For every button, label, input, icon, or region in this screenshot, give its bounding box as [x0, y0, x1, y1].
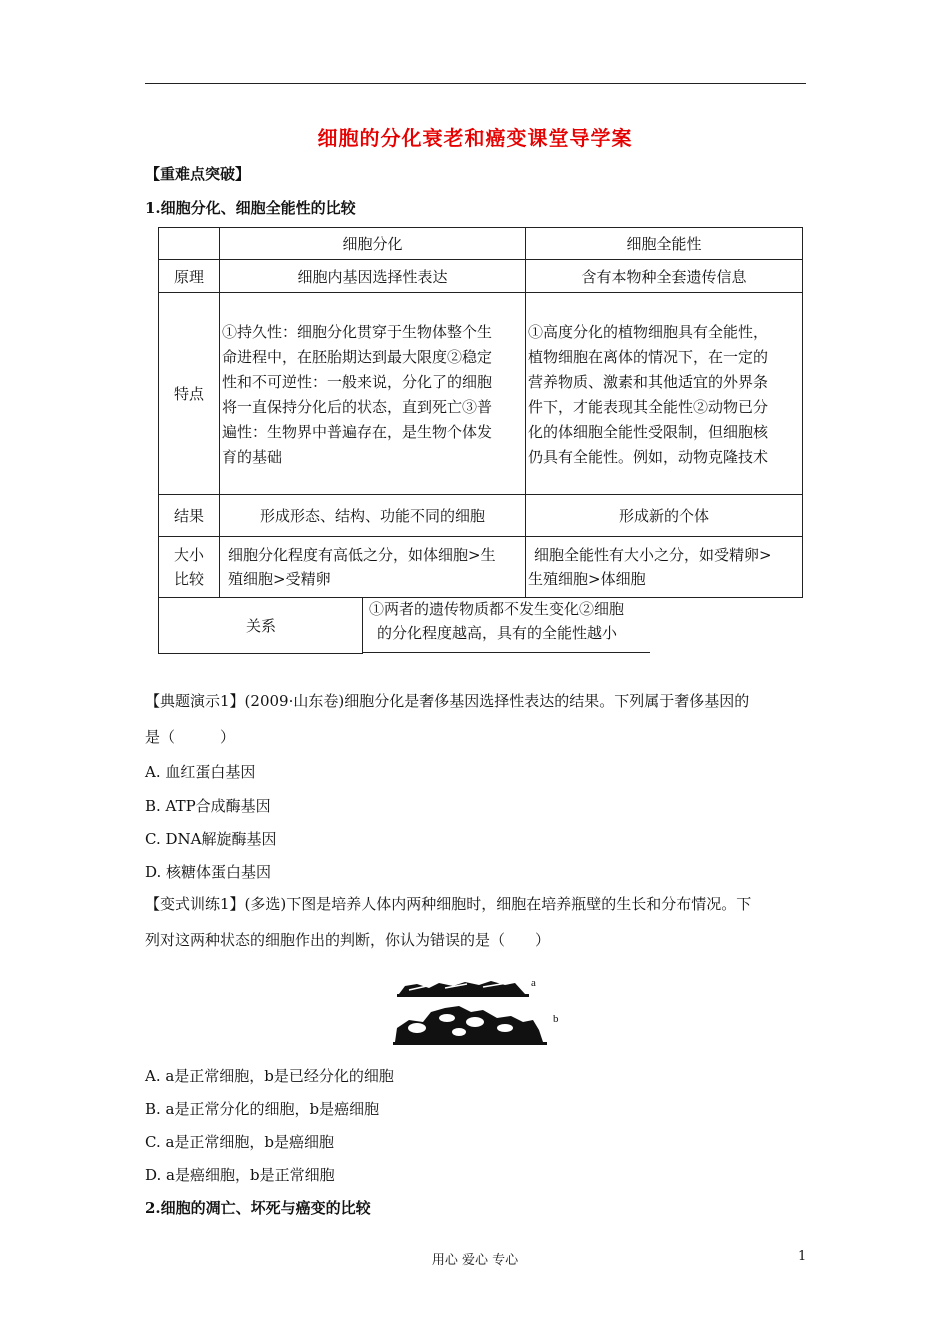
principle-totipotency: 含有本物种全套遗传信息 — [526, 260, 803, 293]
page-title: 细胞的分化衰老和癌变课堂导学案 — [317, 126, 633, 150]
text-line: 植物细胞在离体的情况下，在一定的 — [528, 348, 769, 366]
header-rule — [145, 83, 806, 84]
text-line: 将一直保持分化后的状态，直到死亡③普 — [222, 398, 493, 416]
variant1-stem-cont: 列对这两种状态的细胞作出的判断，你认为错误的是（ ） — [145, 931, 551, 949]
example1-option-d: D. 核糖体蛋白基因 — [145, 863, 272, 881]
text-line: 化的体细胞全能性受限制，但细胞核 — [528, 423, 769, 441]
text-line: 细胞分化程度有高低之分，如体细胞>生 — [228, 546, 496, 564]
example1-option-b: B. ATP合成酶基因 — [145, 797, 271, 815]
row-label: 结果 — [159, 495, 220, 537]
section2-title: 2.细胞的凋亡、坏死与癌变的比较 — [145, 1199, 371, 1217]
features-totipotency — [526, 293, 803, 495]
row-label: 关系 — [158, 597, 363, 654]
section-header: 【重难点突破】 — [145, 165, 251, 183]
size-diff — [220, 537, 526, 598]
example1-option-a: A. 血红蛋白基因 — [145, 763, 256, 781]
text-line: 的分化程度越高，具有的全能性越小 — [377, 624, 618, 642]
text-line: 殖细胞>受精卵 — [228, 570, 331, 588]
text-line: 细胞全能性有大小之分，如受精卵> — [534, 546, 772, 564]
text-line: 育的基础 — [222, 448, 283, 466]
table-row-principle — [159, 260, 803, 293]
variant1-option-b: B. a是正常分化的细胞，b是癌细胞 — [145, 1100, 380, 1118]
text-line: ①两者的遗传物质都不发生变化②细胞 — [369, 600, 625, 618]
features-diff — [220, 293, 526, 495]
text-line: ①高度分化的植物细胞具有全能性， — [528, 323, 769, 341]
row-label: 原理 — [159, 260, 220, 293]
section1-title: 1.细胞分化、细胞全能性的比较 — [145, 199, 356, 217]
header-totipotency-cell: 细胞全能性 — [526, 228, 803, 260]
text-line: 营养物质、激素和其他适宜的外界条 — [528, 373, 769, 391]
page-number: 1 — [798, 1249, 807, 1264]
comparison-table — [158, 227, 803, 598]
example1-option-c: C. DNA解旋酶基因 — [145, 830, 277, 848]
figure-label-a: a — [531, 977, 536, 989]
cell-culture-figure — [387, 970, 567, 1050]
table-row-size — [159, 537, 803, 598]
table-row-result — [159, 495, 803, 537]
variant1-option-a: A. a是正常细胞，b是已经分化的细胞 — [145, 1067, 394, 1085]
variant1-option-c: C. a是正常细胞，b是癌细胞 — [145, 1133, 335, 1151]
text-line: 比较 — [173, 570, 204, 588]
example1-stem-cont: 是（ ） — [145, 728, 236, 746]
text-line: 遍性：生物界中普遍存在，是生物个体发 — [222, 423, 493, 441]
principle-diff: 细胞内基因选择性表达 — [220, 260, 526, 293]
example1-stem: 【典题演示1】(2009·山东卷)细胞分化是奢侈基因选择性表达的结果。下列属于奢侈基因的 — [145, 692, 750, 710]
row-label — [159, 537, 220, 598]
variant1-stem: 【变式训练1】(多选)下图是培养人体内两种细胞时，细胞在培养瓶壁的生长和分布情况。下 — [145, 895, 752, 913]
text-line: 大小 — [173, 546, 204, 564]
text-line: ①持久性：细胞分化贯穿于生物体整个生 — [222, 323, 493, 341]
relation-text — [362, 597, 650, 653]
header-empty-cell — [159, 228, 220, 260]
text-line: 生殖细胞>体细胞 — [528, 570, 646, 588]
variant1-option-d: D. a是癌细胞，b是正常细胞 — [145, 1166, 335, 1184]
text-line: 仍具有全能性。例如，动物克隆技术 — [528, 448, 769, 466]
table-row-features — [159, 293, 803, 495]
page-footer: 用心 爱心 专心 — [431, 1253, 519, 1268]
result-diff: 形成形态、结构、功能不同的细胞 — [220, 495, 526, 537]
header-diff-cell: 细胞分化 — [220, 228, 526, 260]
table-header-row — [159, 228, 803, 260]
text-line: 件下，才能表现其全能性②动物已分 — [528, 398, 769, 416]
figure-label-b: b — [553, 1013, 559, 1025]
text-line: 性和不可逆性：一般来说，分化了的细胞 — [222, 373, 493, 391]
row-label: 特点 — [159, 293, 220, 495]
text-line: 命进程中，在胚胎期达到最大限度②稳定 — [222, 348, 493, 366]
size-totipotency — [526, 537, 803, 598]
result-totipotency: 形成新的个体 — [526, 495, 803, 537]
